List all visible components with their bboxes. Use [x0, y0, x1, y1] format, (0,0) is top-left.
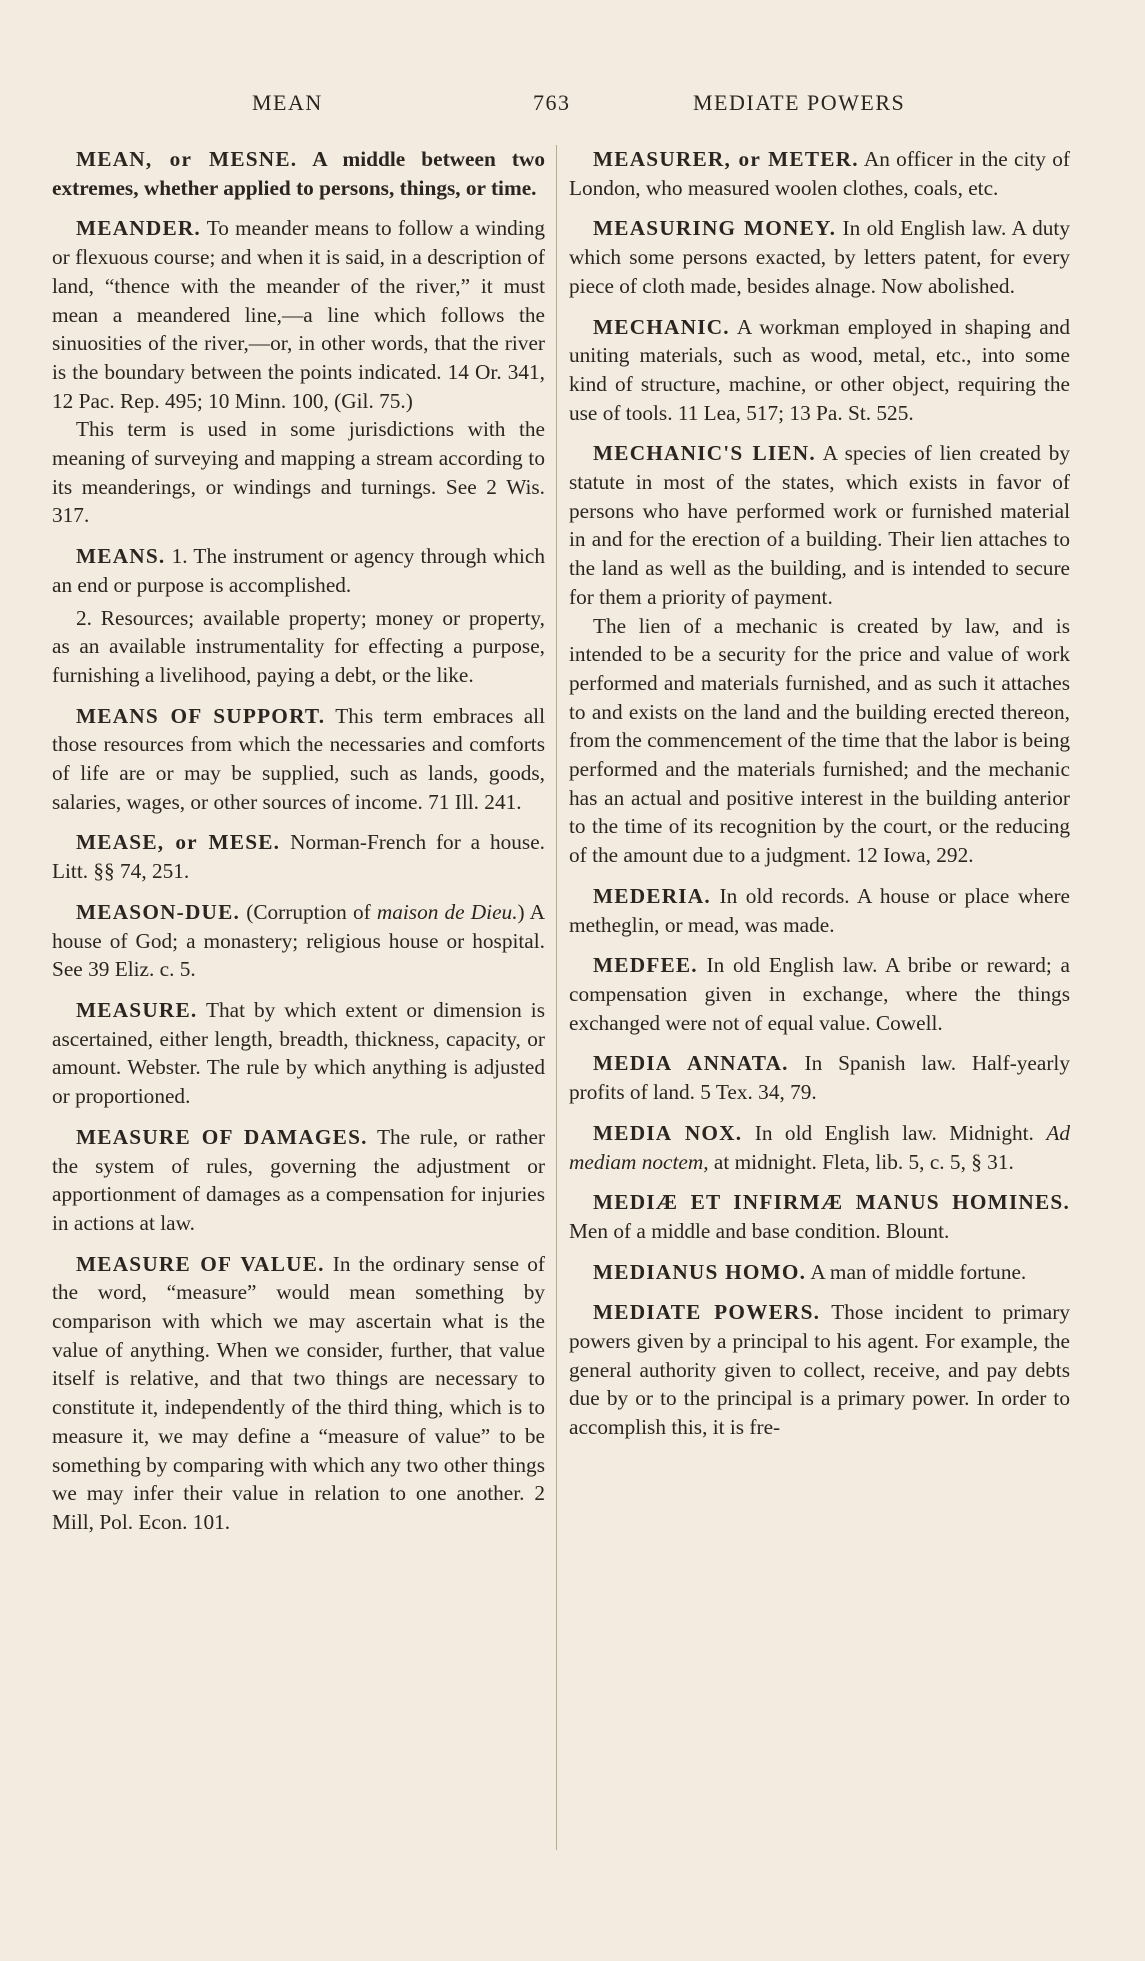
entry-definition: A man of middle fortune. [806, 1259, 1027, 1284]
entry-definition: Those incident to primary powers given by a principal to his agent. For example, the general authority given to collect, receive, and pay debts due by or to the principal is a primary power. In order to accomplish this, it is fre- [569, 1300, 1070, 1440]
entry-definition: To meander means to follow a winding or flexuous course; and when it is said, in a description of land, “thence with the meander of the river,” it must mean a meandered line,—a line which follows the sinuosities of the river,—or, in other words, that the river is the boundary between the points indicated. 14 Or. 341, 12 Pac. Rep. 495; 10 Minn. 100, (Gil. 75.) [52, 216, 545, 413]
entry-mediae-et-infirmae [569, 1188, 1070, 1245]
entry-term: MEANS. [76, 544, 166, 569]
entry-mechanics-lien-continuation: The lien of a mechanic is created by law, and is intended to be a security for the price and value of work performed and materials furnished, and as such it attaches to and exists on the land and the building erected thereon, from the commencement of the time that the labor is being performed and the materials furnished; and the mechanic has an actual and positive interest in the building anterior to the time of its recognition by the court, or the reducing of the amount due to a judgment. 12 Iowa, 292. [569, 613, 1070, 868]
entry-media-annata [569, 1049, 1070, 1106]
entry-definition: In old English law. A duty which some persons exacted, by letters patent, for every piece of cloth made, besides alnage. Now abolished. [569, 216, 1070, 298]
entry-definition: In Spanish law. Half-yearly profits of land. 5 Tex. 34, 79. [569, 1051, 1070, 1105]
entry-mederia [569, 882, 1070, 939]
entry-mean [52, 145, 545, 202]
entry-medfee [569, 951, 1070, 1037]
entry-term: MEDFEE. [593, 953, 698, 978]
entry-term: MEANDER. [76, 216, 201, 241]
entry-definition-pre: (Corruption of [240, 899, 377, 924]
header-right-guide-word: MEDIATE POWERS [693, 90, 906, 115]
entry-term: MEDIATE POWERS. [593, 1300, 821, 1325]
entry-term: MEANS OF SUPPORT. [76, 703, 326, 728]
entry-definition: This term embraces all those resources from which the necessaries and comforts of life are or may be supplied, such as lands, goods, salaries, wages, or other sources of income. 71 Ill. 241. [52, 703, 545, 814]
entry-term: MEAN, or MESNE. [76, 147, 298, 171]
left-column [52, 145, 545, 1549]
entry-mechanic [569, 313, 1070, 428]
entry-means [52, 542, 545, 599]
entry-definition-italic: maison de Dieu. [376, 899, 518, 924]
entry-term: MECHANIC'S LIEN. [593, 441, 816, 466]
entry-definition: In the ordinary sense of the word, “measure” would mean something by comparison with which we may ascertain what is the value of anything. When we consider, further, that value itself is relative, and that two things are necessary to constitute it, independently of the third thing, which is to measure it, we may define a “measure of value” to be something by comparing with which any two other things we may infer their value in relation to one another. 2 Mill, Pol. Econ. 101. [52, 1251, 545, 1534]
entry-media-nox [569, 1119, 1070, 1176]
header-left-guide-word: MEAN [252, 90, 323, 115]
entry-measurer [569, 145, 1070, 202]
entry-measure [52, 996, 545, 1111]
entry-measuring-money [569, 214, 1070, 300]
entry-definition: A middle between two extremes, whether applied to persons, things, or time. [52, 147, 545, 200]
entry-term: MEASURER, or METER. [593, 147, 859, 171]
entry-definition: 1. The instrument or agency through which an end or purpose is accomplished. [52, 544, 545, 597]
entry-mediate-powers [569, 1298, 1070, 1442]
entry-term: MEDIANUS HOMO. [593, 1259, 807, 1284]
entry-meander-continuation: This term is used in some jurisdictions with the meaning of surveying and mapping a stream according to its meanderings, or windings and turnings. See 2 Wis. 317. [52, 417, 545, 528]
entry-definition: In old English law. A bribe or reward; a compensation given in exchange, where the things exchanged were not of equal value. Cowell. [569, 953, 1070, 1035]
entry-definition-pre: In old English law. Midnight. [742, 1120, 1047, 1145]
entry-term: MEASURING MONEY. [593, 216, 837, 241]
entry-definition: That by which extent or dimension is ascertained, either length, breadth, thickness, capacity, or amount. Webster. The rule by which anything is adjusted or proportioned. [52, 997, 545, 1109]
entry-term: MEASE, or MESE. [76, 830, 281, 855]
entry-medianus-homo [569, 1258, 1070, 1287]
running-header [0, 90, 1145, 120]
entry-term: MEASURE OF DAMAGES. [76, 1124, 368, 1149]
page-number: 763 [533, 90, 571, 115]
entry-term: MEDERIA. [593, 883, 711, 908]
column-divider [556, 145, 557, 1850]
entry-term: MEASON-DUE. [76, 899, 241, 924]
entry-definition: Norman-French for a house. Litt. §§ 74, 251. [52, 830, 545, 884]
entry-term: MEASURE OF VALUE. [76, 1251, 325, 1276]
entry-definition-italic: Ad mediam noctem, [569, 1120, 1070, 1174]
entry-meason-due [52, 898, 545, 984]
entry-definition: In old records. A house or place where metheglin, or mead, was made. [569, 883, 1070, 937]
entry-mechanics-lien [569, 439, 1070, 611]
entry-measure-of-value [52, 1250, 545, 1537]
entry-meander [52, 214, 545, 415]
entry-means-of-support [52, 702, 545, 817]
entry-mease [52, 828, 545, 885]
entry-term: MEDIA NOX. [593, 1120, 743, 1145]
entry-definition: Men of a middle and base condition. Blount. [569, 1218, 950, 1243]
entry-definition-post: at midnight. Fleta, lib. 5, c. 5, § 31. [708, 1149, 1014, 1174]
right-column [569, 145, 1070, 1454]
entry-term: MECHANIC. [593, 314, 730, 339]
entry-means-sense-2: 2. Resources; available property; money or property, as an available instrumentality for effecting a purpose, furnishing a livelihood, paying a debt, or the like. [52, 605, 545, 687]
entry-term: MEDIA ANNATA. [593, 1051, 789, 1076]
entry-term: MEASURE. [76, 997, 198, 1022]
entry-definition: A species of lien created by statute in most of the states, which exists in favor of persons who have performed work or furnished material in and for the erection of a building. Their lien attaches to the land as well as the building, and is intended to secure for them a priority of payment. [569, 441, 1070, 609]
entry-definition: The rule, or rather the system of rules, governing the adjustment or apportionment of damages as a compensation for injuries in actions at law. [52, 1124, 545, 1235]
entry-definition-post: ) A house of God; a monastery; religious house or hospital. See 39 Eliz. c. 5. [52, 899, 545, 982]
entry-measure-of-damages [52, 1123, 545, 1238]
entry-term: MEDIÆ ET INFIRMÆ MANUS HOMINES. [593, 1190, 1070, 1215]
entry-definition: An officer in the city of London, who measured woolen clothes, coals, etc. [569, 147, 1070, 200]
entry-definition: A workman employed in shaping and uniting materials, such as wood, metal, etc., into some kind of structure, machine, or other object, requiring the use of tools. 11 Lea, 517; 13 Pa. St. 525. [569, 314, 1070, 425]
